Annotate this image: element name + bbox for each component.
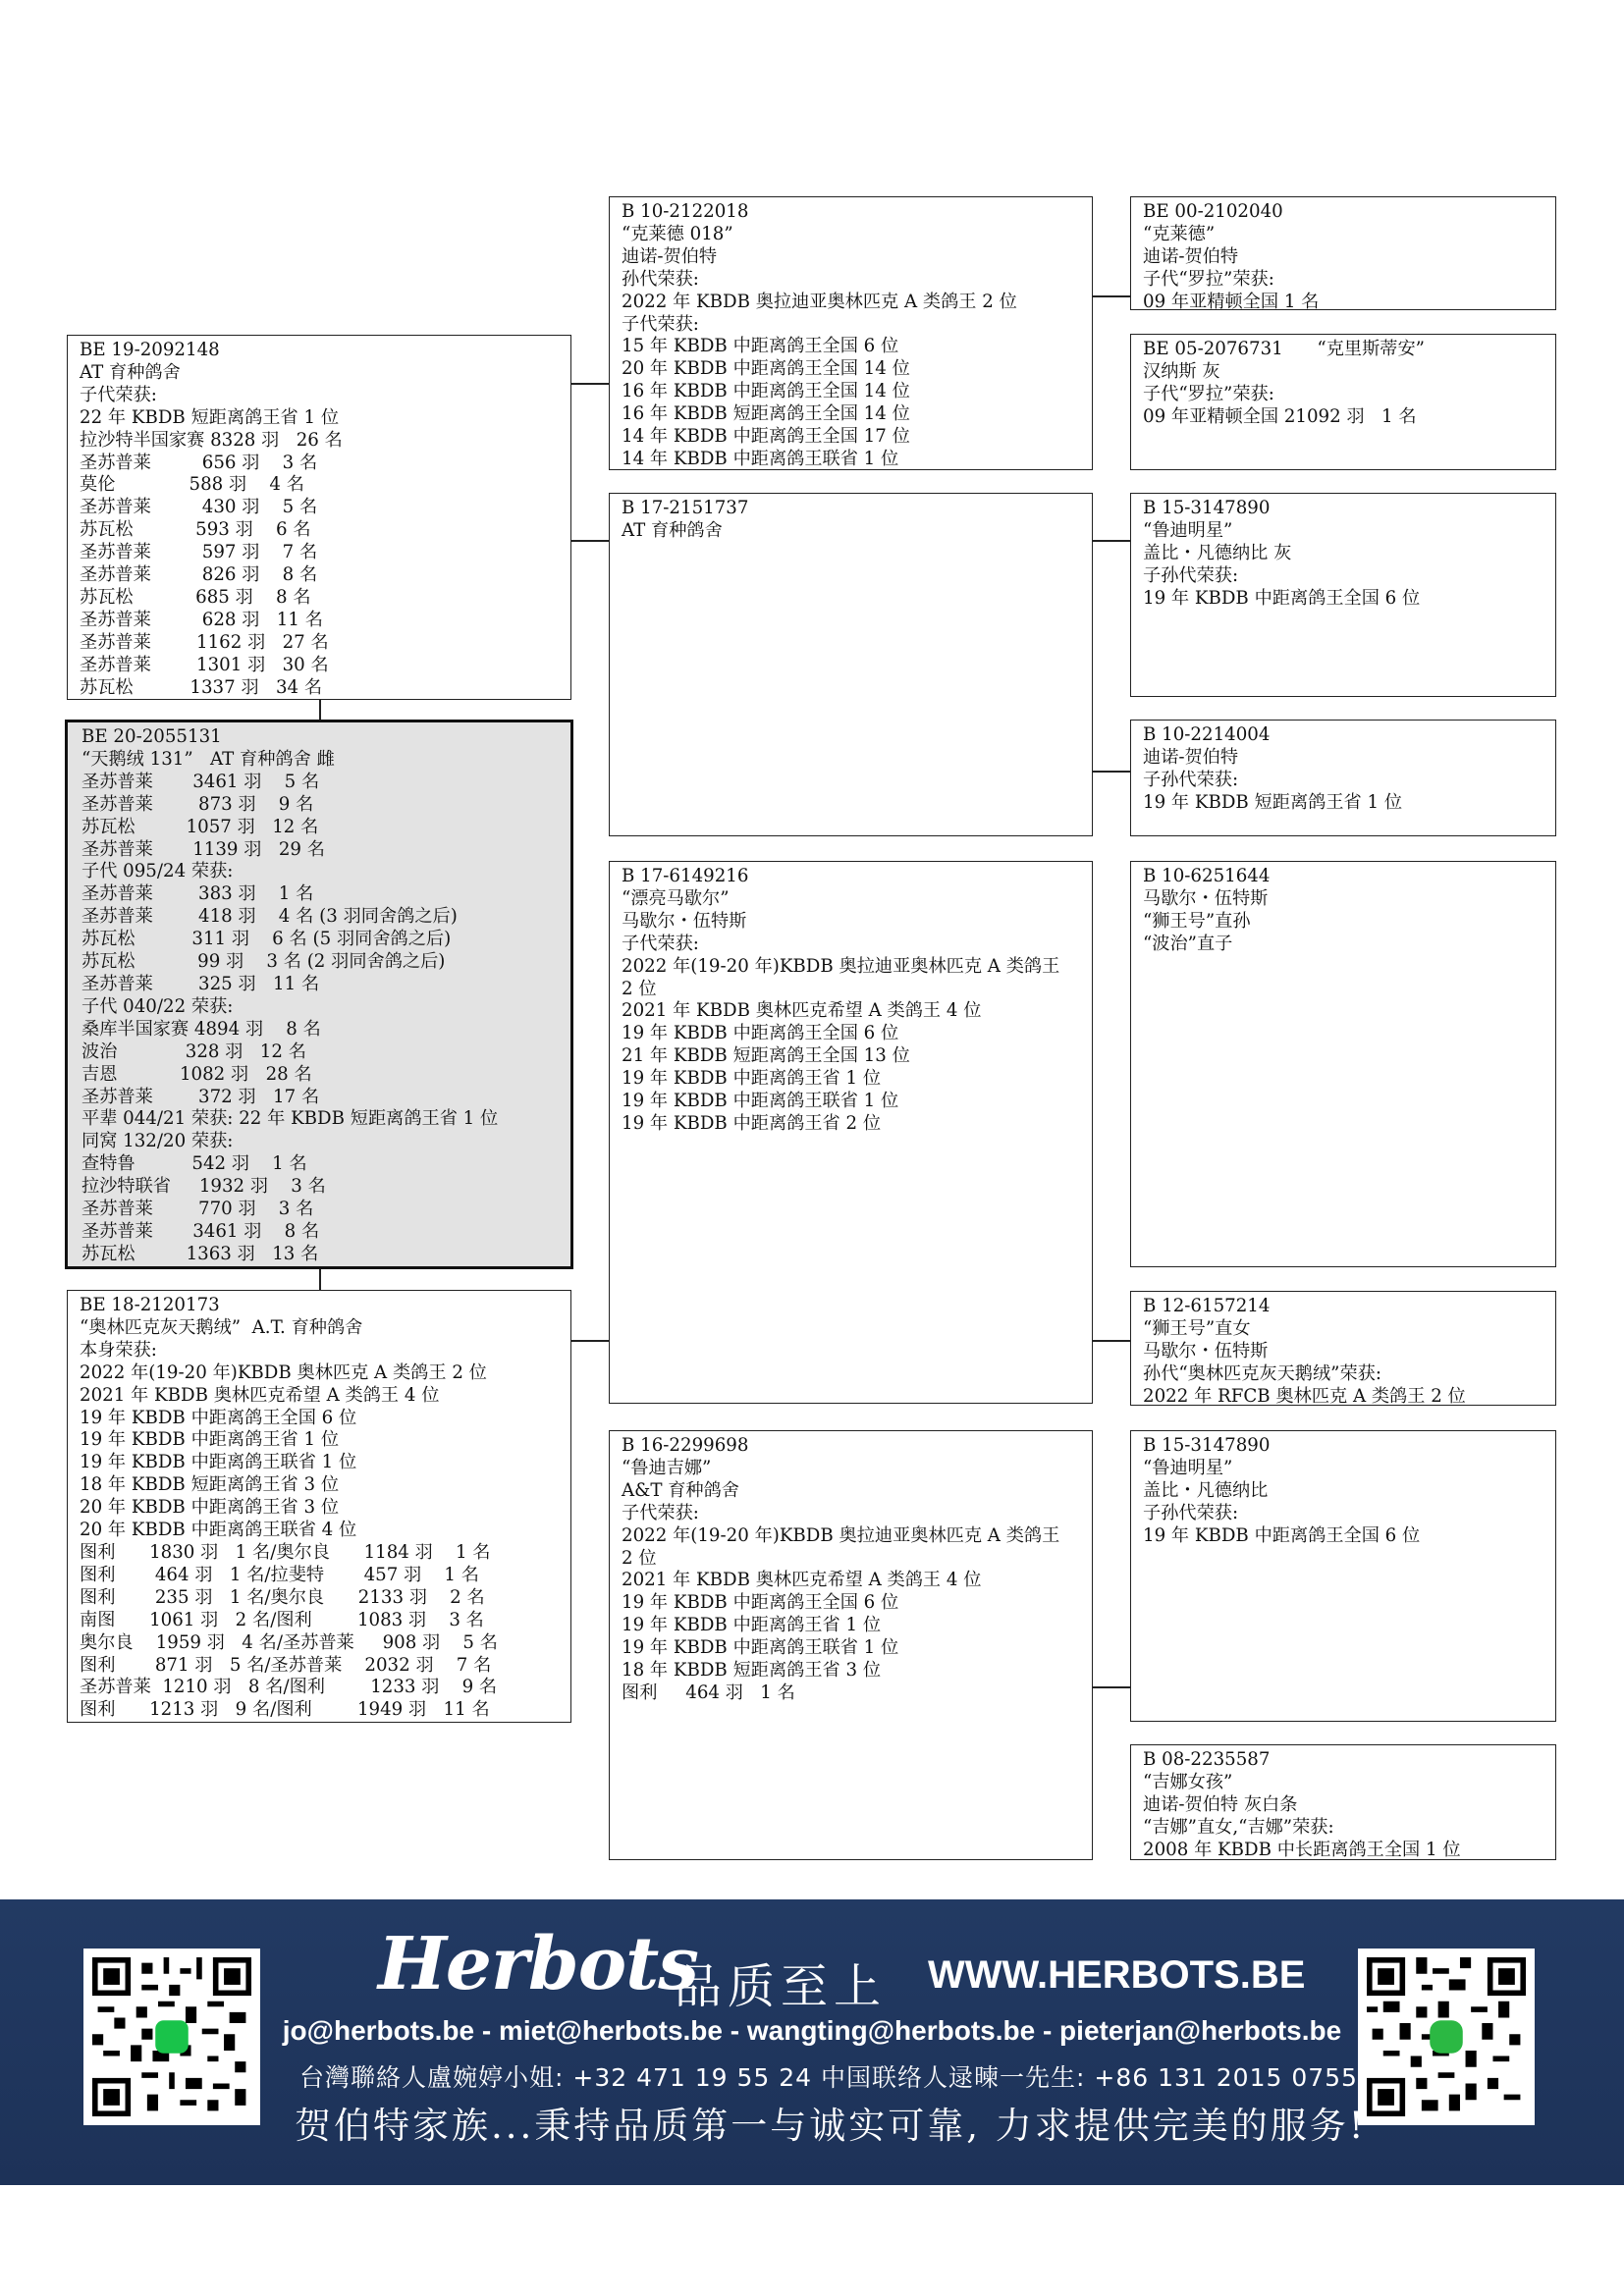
pedigree-box-grandsire-a — [609, 196, 1093, 470]
ring-number: B 17-6149216 — [622, 866, 749, 886]
connector-line — [1091, 295, 1132, 297]
pedigree-line: “吉娜女孩” — [1143, 1771, 1233, 1792]
pedigree-line: 19 年 KBDB 短距离鸽王省 1 位 — [1143, 791, 1403, 813]
ring-number: B 10-6251644 — [1143, 866, 1271, 886]
pedigree-line: 苏瓦松 593 羽 6 名 — [80, 519, 311, 541]
pedigree-line: 圣苏普莱 372 羽 17 名 — [81, 1086, 320, 1107]
pedigree-box-subject — [65, 720, 573, 1269]
ring-number: B 08-2235587 — [1143, 1749, 1271, 1770]
pedigree-line: 14 年 KBDB 中距离鸽王联省 1 位 — [622, 448, 899, 469]
ring-number: BE 19-2092148 — [80, 340, 220, 360]
pedigree-line: 19 年 KBDB 中距离鸽王省 2 位 — [622, 1112, 882, 1134]
pedigree-line: 圣苏普莱 430 羽 5 名 — [80, 497, 318, 518]
pedigree-line: 19 年 KBDB 中距离鸽王联省 1 位 — [622, 1637, 899, 1659]
pedigree-line: 16 年 KBDB 短距离鸽王全国 14 位 — [622, 403, 910, 425]
ring-number: BE 05-2076731 “克里斯蒂安” — [1143, 339, 1425, 359]
pedigree-line: 19 年 KBDB 中距离鸽王全国 6 位 — [1143, 587, 1421, 609]
pedigree-box-ggp-6 — [1130, 1291, 1556, 1406]
pedigree-line: 苏瓦松 1057 羽 12 名 — [81, 816, 319, 837]
pedigree-box-granddam-a — [609, 861, 1093, 1404]
pedigree-line: 盖比・凡德纳比 灰 — [1143, 542, 1292, 563]
pedigree-line: 圣苏普莱 325 羽 11 名 — [81, 973, 320, 994]
pedigree-line: 子代 095/24 荣获: — [81, 861, 234, 882]
pedigree-line: 20 年 KBDB 中距离鸽王省 3 位 — [80, 1497, 340, 1519]
pedigree-line: 09 年亚精顿全国 21092 羽 1 名 — [1143, 405, 1417, 427]
pedigree-line: 孙代荣获: — [622, 268, 699, 290]
pedigree-line: “波治”直子 — [1143, 933, 1233, 954]
pedigree-line: 图利 464 羽 1 名/拉斐特 457 羽 1 名 — [80, 1564, 479, 1585]
pedigree-line: AT 育种鸽舍 — [622, 519, 723, 541]
pedigree-line: 21 年 KBDB 短距离鸽王全国 13 位 — [622, 1045, 910, 1067]
pedigree-line: “鲁迪明星” — [1143, 519, 1233, 541]
pedigree-line: 圣苏普莱 656 羽 3 名 — [80, 452, 318, 473]
pedigree-line: 19 年 KBDB 中距离鸽王全国 6 位 — [622, 1592, 899, 1614]
pedigree-line: 波治 328 羽 12 名 — [81, 1041, 306, 1062]
connector-line — [569, 540, 611, 542]
pedigree-line: 子代荣获: — [622, 1502, 699, 1523]
pedigree-line: 圣苏普莱 418 羽 4 名 (3 羽同舍鸽之后) — [81, 906, 458, 928]
pedigree-line: 2008 年 KBDB 中长距离鸽王全国 1 位 — [1143, 1839, 1461, 1860]
pedigree-line: 苏瓦松 99 羽 3 名 (2 羽同舍鸽之后) — [81, 951, 446, 973]
pedigree-line: 马歇尔・伍特斯 — [1143, 1340, 1269, 1362]
pedigree-box-grandsire-b — [609, 493, 1093, 836]
herbots-logo: Herbots — [378, 1922, 698, 2006]
pedigree-line: 本身荣获: — [80, 1339, 157, 1361]
connector-line — [569, 383, 611, 385]
pedigree-line: 迪诺-贺伯特 灰白条 — [1143, 1793, 1298, 1815]
pedigree-line: 图利 871 羽 5 名/圣苏普莱 2032 羽 7 名 — [80, 1654, 492, 1676]
connector-line — [1091, 1340, 1132, 1342]
pedigree-line: 子孙代荣获: — [1143, 1502, 1239, 1523]
pedigree-line: 子代荣获: — [622, 933, 699, 954]
ring-number: BE 18-2120173 — [80, 1295, 220, 1315]
pedigree-box-ggp-2 — [1130, 334, 1556, 470]
pedigree-line: 22 年 KBDB 短距离鸽王省 1 位 — [80, 406, 340, 428]
pedigree-line: 2022 年(19-20 年)KBDB 奥拉迪亚奥林匹克 A 类鸽王 — [622, 955, 1060, 977]
ring-number: BE 20-2055131 — [81, 726, 222, 747]
slogan: 品质至上 — [675, 1959, 888, 2014]
pedigree-line: 圣苏普莱 1139 羽 29 名 — [81, 838, 325, 860]
connector-line — [569, 1340, 611, 1342]
ring-number: B 10-2214004 — [1143, 724, 1271, 745]
ring-number: B 17-2151737 — [622, 498, 749, 518]
pedigree-line: 圣苏普莱 3461 羽 8 名 — [81, 1220, 320, 1242]
pedigree-line: 20 年 KBDB 中距离鸽王联省 4 位 — [80, 1520, 357, 1541]
connector-line — [319, 699, 321, 721]
company-motto: 贺伯特家族...秉持品质第一与诚实可靠, 力求提供完美的服务! — [295, 2105, 1367, 2147]
pedigree-line: 迪诺-贺伯特 — [1143, 746, 1239, 768]
pedigree-line: A&T 育种鸽舍 — [622, 1479, 739, 1501]
pedigree-line: 苏瓦松 311 羽 6 名 (5 羽同舍鸽之后) — [81, 929, 452, 950]
pedigree-line: 奥尔良 1959 羽 4 名/圣苏普莱 908 羽 5 名 — [80, 1631, 498, 1653]
connector-line — [1091, 1686, 1132, 1688]
pedigree-line: 子孙代荣获: — [1143, 769, 1239, 790]
pedigree-line: 2022 年(19-20 年)KBDB 奥拉迪亚奥林匹克 A 类鸽王 — [622, 1524, 1060, 1546]
pedigree-line: 图利 1213 羽 9 名/图利 1949 羽 11 名 — [80, 1699, 490, 1721]
pedigree-line: “鲁迪明星” — [1143, 1457, 1233, 1478]
pedigree-line: 盖比・凡德纳比 — [1143, 1479, 1269, 1501]
pedigree-line: 子代荣获: — [80, 384, 157, 405]
pedigree-line: 19 年 KBDB 中距离鸽王省 1 位 — [80, 1429, 340, 1451]
pedigree-box-sire — [67, 335, 571, 700]
pedigree-line: 2022 年 KBDB 奥拉迪亚奥林匹克 A 类鸽王 2 位 — [622, 291, 1017, 312]
pedigree-line: 16 年 KBDB 中距离鸽王全国 14 位 — [622, 381, 910, 402]
pedigree-line: 子孙代荣获: — [1143, 564, 1239, 586]
pedigree-line: AT 育种鸽舍 — [80, 361, 181, 383]
pedigree-line: 19 年 KBDB 中距离鸽王全国 6 位 — [80, 1407, 357, 1428]
pedigree-line: 子代荣获: — [622, 313, 699, 335]
pedigree-box-ggp-1 — [1130, 196, 1556, 310]
pedigree-line: 图利 1830 羽 1 名/奥尔良 1184 羽 1 名 — [80, 1541, 491, 1563]
pedigree-box-ggp-4 — [1130, 720, 1556, 836]
pedigree-line: 圣苏普莱 1301 羽 30 名 — [80, 654, 329, 675]
pedigree-line: 19 年 KBDB 中距离鸽王省 1 位 — [622, 1615, 882, 1636]
pedigree-line: “天鹅绒 131” AT 育种鸽舍 雌 — [81, 748, 335, 770]
pedigree-line: 圣苏普莱 1210 羽 8 名/图利 1233 羽 9 名 — [80, 1677, 498, 1698]
pedigree-line: 圣苏普莱 597 羽 7 名 — [80, 542, 318, 563]
ring-number: B 10-2122018 — [622, 201, 749, 222]
pedigree-line: “鲁迪吉娜” — [622, 1457, 712, 1478]
ring-number: B 16-2299698 — [622, 1435, 749, 1456]
pedigree-line: 图利 235 羽 1 名/奥尔良 2133 羽 2 名 — [80, 1586, 485, 1608]
pedigree-line: 子代 040/22 荣获: — [81, 995, 234, 1017]
pedigree-line: “克莱德 018” — [622, 223, 733, 244]
pedigree-line: 莫伦 588 羽 4 名 — [80, 474, 304, 496]
pedigree-box-dam — [67, 1290, 571, 1723]
connector-line — [1091, 771, 1132, 773]
pedigree-box-ggp-5 — [1130, 861, 1556, 1267]
pedigree-line: “奥林匹克灰天鹅绒” A.T. 育种鸽舍 — [80, 1316, 363, 1338]
pedigree-line: 同窝 132/20 荣获: — [81, 1131, 234, 1152]
pedigree-line: “狮王号”直女 — [1143, 1317, 1251, 1339]
pedigree-line: 平辈 044/21 荣获: 22 年 KBDB 短距离鸽王省 1 位 — [81, 1108, 499, 1130]
pedigree-line: 2022 年 RFCB 奥林匹克 A 类鸽王 2 位 — [1143, 1385, 1466, 1406]
pedigree-box-ggp-8 — [1130, 1744, 1556, 1860]
pedigree-line: 马歇尔・伍特斯 — [622, 910, 747, 932]
pedigree-line: 桑库半国家赛 4894 羽 8 名 — [81, 1018, 321, 1040]
pedigree-line: 苏瓦松 1337 羽 34 名 — [80, 676, 323, 698]
pedigree-line: 19 年 KBDB 中距离鸽王全国 6 位 — [622, 1023, 899, 1044]
ring-number: B 12-6157214 — [1143, 1296, 1271, 1316]
connector-line — [319, 1269, 321, 1291]
pedigree-box-ggp-3 — [1130, 493, 1556, 697]
pedigree-line: 19 年 KBDB 中距离鸽王联省 1 位 — [80, 1452, 357, 1473]
website-link[interactable]: WWW.HERBOTS.BE — [928, 1953, 1306, 1997]
contact-emails[interactable]: jo@herbots.be - miet@herbots.be - wangting@herbots.be - pieterjan@herbots.be — [282, 2015, 1342, 2046]
pedigree-line: 苏瓦松 685 羽 8 名 — [80, 586, 311, 608]
pedigree-line: 苏瓦松 1363 羽 13 名 — [81, 1243, 319, 1264]
pedigree-line: 南图 1061 羽 2 名/图利 1083 羽 3 名 — [80, 1609, 484, 1630]
pedigree-line: 子代“罗拉”荣获: — [1143, 383, 1274, 404]
pedigree-line: 孙代“奥林匹克灰天鹅绒”荣获: — [1143, 1362, 1381, 1384]
ring-number: B 15-3147890 — [1143, 498, 1271, 518]
pedigree-line: 20 年 KBDB 中距离鸽王全国 14 位 — [622, 358, 910, 380]
pedigree-line: 14 年 KBDB 中距离鸽王全国 17 位 — [622, 426, 910, 448]
pedigree-line: 19 年 KBDB 中距离鸽王全国 6 位 — [1143, 1524, 1421, 1546]
pedigree-box-granddam-b — [609, 1430, 1093, 1860]
pedigree-line: 马歇尔・伍特斯 — [1143, 887, 1269, 909]
pedigree-line: 圣苏普莱 770 羽 3 名 — [81, 1199, 314, 1220]
pedigree-line: 09 年亚精顿全国 1 名 — [1143, 291, 1320, 310]
pedigree-line: 18 年 KBDB 短距离鸽王省 3 位 — [80, 1474, 340, 1496]
pedigree-line: 2021 年 KBDB 奥林匹克希望 A 类鸽王 4 位 — [80, 1384, 440, 1406]
pedigree-line: “狮王号”直孙 — [1143, 910, 1251, 932]
pedigree-line: 圣苏普莱 1162 羽 27 名 — [80, 631, 329, 653]
pedigree-line: 汉纳斯 灰 — [1143, 360, 1220, 382]
pedigree-line: “吉娜”直女,“吉娜”荣获: — [1143, 1816, 1334, 1838]
pedigree-line: 19 年 KBDB 中距离鸽王联省 1 位 — [622, 1091, 899, 1112]
contact-phones: 台灣聯絡人盧婉婷小姐: +32 471 19 55 24 中国联络人逯暕一先生: +86 131 2015 0755 — [299, 2063, 1358, 2092]
pedigree-line: 2 位 — [622, 978, 657, 999]
pedigree-line: 圣苏普莱 873 羽 9 名 — [81, 793, 314, 815]
pedigree-line: 拉沙特联省 1932 羽 3 名 — [81, 1176, 326, 1198]
pedigree-line: 吉恩 1082 羽 28 名 — [81, 1063, 312, 1085]
pedigree-line: 2 位 — [622, 1547, 657, 1569]
pedigree-line: 2021 年 KBDB 奥林匹克希望 A 类鸽王 4 位 — [622, 1570, 982, 1591]
pedigree-line: “克莱德” — [1143, 223, 1216, 244]
pedigree-line: 子代“罗拉”荣获: — [1143, 268, 1274, 290]
pedigree-line: 15 年 KBDB 中距离鸽王全国 6 位 — [622, 336, 899, 357]
pedigree-line: “漂亮马歇尔” — [622, 887, 730, 909]
pedigree-line: 18 年 KBDB 短距离鸽王省 3 位 — [622, 1660, 882, 1682]
pedigree-line: 图利 464 羽 1 名 — [622, 1682, 795, 1703]
connector-line — [1091, 540, 1132, 542]
pedigree-line: 圣苏普莱 826 羽 8 名 — [80, 564, 318, 586]
pedigree-line: 迪诺-贺伯特 — [1143, 245, 1239, 267]
pedigree-line: 迪诺-贺伯特 — [622, 245, 718, 267]
pedigree-line: 圣苏普莱 3461 羽 5 名 — [81, 771, 320, 792]
pedigree-line: 圣苏普莱 628 羽 11 名 — [80, 609, 323, 630]
pedigree-line: 2021 年 KBDB 奥林匹克希望 A 类鸽王 4 位 — [622, 1000, 982, 1022]
pedigree-line: 圣苏普莱 383 羽 1 名 — [81, 883, 314, 905]
ring-number: BE 00-2102040 — [1143, 201, 1283, 222]
pedigree-line: 拉沙特半国家赛 8328 羽 26 名 — [80, 429, 343, 451]
ring-number: B 15-3147890 — [1143, 1435, 1271, 1456]
pedigree-line: 2022 年(19-20 年)KBDB 奥林匹克 A 类鸽王 2 位 — [80, 1362, 487, 1383]
pedigree-line: 查特鲁 542 羽 1 名 — [81, 1153, 307, 1175]
pedigree-box-ggp-7 — [1130, 1430, 1556, 1722]
pedigree-line: 19 年 KBDB 中距离鸽王省 1 位 — [622, 1068, 882, 1090]
